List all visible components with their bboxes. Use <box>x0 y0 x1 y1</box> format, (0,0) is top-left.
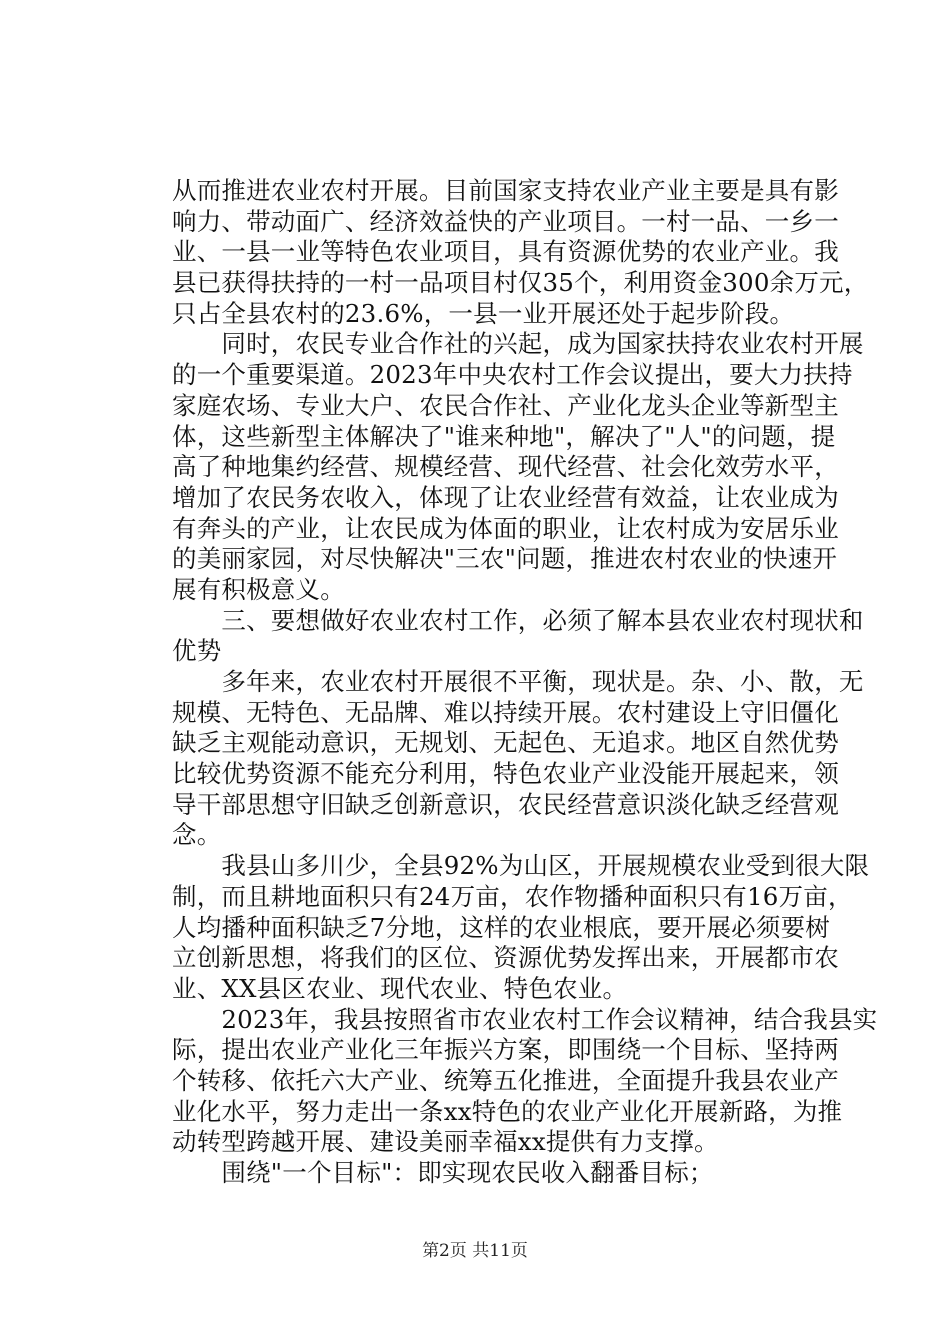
text-line: 规模、无特色、无品牌、难以持续开展。农村建设上守旧僵化 <box>172 697 839 727</box>
text-line: 导干部思想守旧缺乏创新意识，农民经营意识淡化缺乏经营观 <box>172 789 839 819</box>
text-line: 展有积极意义。 <box>172 574 345 604</box>
text-line: 只占全县农村的23.6%，一县一业开展还处于起步阶段。 <box>172 298 795 328</box>
text-line: 2023年，我县按照省市农业农村工作会议精神，结合我县实 <box>172 1004 878 1034</box>
text-line: 从而推进农业农村开展。目前国家支持农业产业主要是具有影 <box>172 176 839 205</box>
text-line: 缺乏主观能动意识，无规划、无起色、无追求。地区自然优势 <box>172 728 839 758</box>
section-heading-line: 三、要想做好农业农村工作，必须了解本县农业农村现状和 <box>172 605 864 635</box>
text-line: 业、XX县区农业、现代农业、特色农业。 <box>172 973 628 1003</box>
text-line: 有奔头的产业，让农民成为体面的职业，让农村成为安居乐业 <box>172 513 839 543</box>
text-line: 动转型跨越开展、建设美丽幸福xx提供有力支撑。 <box>172 1127 719 1157</box>
text-line: 的一个重要渠道。2023年中央农村工作会议提出，要大力扶持 <box>172 360 853 390</box>
text-line: 高了种地集约经营、规模经营、现代经营、社会化效劳水平， <box>172 452 839 482</box>
text-line: 响力、带动面广、经济效益快的产业项目。一村一品、一乡一 <box>172 206 839 236</box>
text-line: 个转移、依托六大产业、统筹五化推进，全面提升我县农业产 <box>172 1065 839 1095</box>
text-line: 人均播种面积缺乏7分地，这样的农业根底，要开展必须要树 <box>172 912 830 942</box>
text-line: 县已获得扶持的一村一品项目村仅35个，利用资金300余万元， <box>172 268 869 298</box>
text-line: 的美丽家园，对尽快解决"三农"问题，推进农村农业的快速开 <box>172 544 838 574</box>
section-heading-line: 优势 <box>172 636 222 666</box>
page-number-label: 第2页 共11页 <box>422 1241 528 1261</box>
text-line: 立创新思想，将我们的区位、资源优势发挥出来，开展都市农 <box>172 943 839 973</box>
text-line: 家庭农场、专业大户、农民合作社、产业化龙头企业等新型主 <box>172 390 839 420</box>
text-line: 我县山多川少，全县92%为山区，开展规模农业受到很大限 <box>172 851 870 881</box>
text-line: 体，这些新型主体解决了"谁来种地"，解决了"人"的问题，提 <box>172 421 836 451</box>
text-line: 制，而且耕地面积只有24万亩，农作物播种面积只有16万亩， <box>172 881 853 911</box>
text-line: 比较优势资源不能充分利用，特色农业产业没能开展起来，领 <box>172 759 839 789</box>
text-line: 增加了农民务农收入，体现了让农业经营有效益，让农业成为 <box>172 482 839 512</box>
text-line: 同时，农民专业合作社的兴起，成为国家扶持农业农村开展 <box>172 329 864 359</box>
page-footer <box>0 1240 950 1262</box>
text-line: 念。 <box>172 820 222 850</box>
text-line: 业、一县一业等特色农业项目，具有资源优势的农业产业。我 <box>172 237 839 267</box>
text-line: 多年来，农业农村开展很不平衡，现状是。杂、小、散，无 <box>172 667 864 696</box>
text-line: 业化水平，努力走出一条xx特色的农业产业化开展新路，为推 <box>172 1096 843 1126</box>
text-line: 围绕"一个目标"：即实现农民收入翻番目标； <box>172 1158 714 1187</box>
text-line: 际，提出农业产业化三年振兴方案，即围绕一个目标、坚持两 <box>172 1035 839 1065</box>
document-body <box>172 176 878 1189</box>
